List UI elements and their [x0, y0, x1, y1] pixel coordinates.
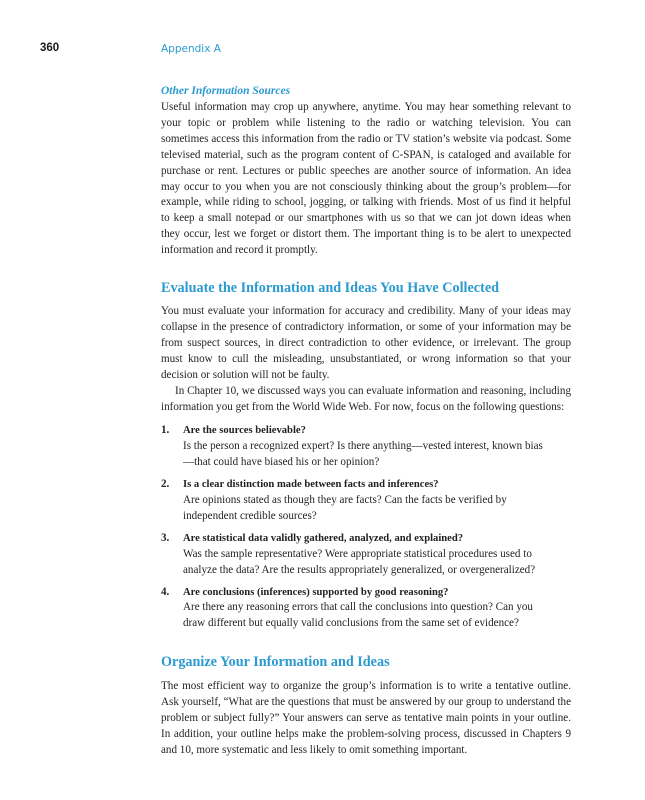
question-body: Was the sample representative? Were appropriate statistical procedures used to analyze the data? Are the results appropriately generalized, or overgeneralized? — [183, 547, 536, 576]
question-title: Is a clear distinction made between facts and inferences? — [183, 479, 439, 491]
question-number: 4. — [161, 585, 170, 598]
question-number: 2. — [161, 478, 170, 491]
evaluation-questions — [161, 423, 571, 632]
page-body — [161, 83, 571, 759]
page-number: 360 — [40, 42, 60, 54]
question-item — [161, 585, 571, 633]
running-header: Appendix A — [161, 43, 221, 55]
organize-paragraph: The most efficient way to organize the group’s information is to write a tentative outline. Ask yourself, “What are the questions that must be answered by our group to understand the problem or subject fully?” Your answers can serve as tentative main points in your outline. In addition, your outline helps make the problem-solving process, discussed in Chapters 9 and 10, more systematic and less likely to omit something important. — [161, 680, 571, 756]
evaluate-paragraph-2: In Chapter 10, we discussed ways you can evaluate information and reasoning, including information you get from the World Wide Web. For now, focus on the following questions: — [161, 384, 571, 413]
question-body: Are there any reasoning errors that call the conclusions into question? Can you draw different but equally valid conclusions from the same set of evidence? — [183, 601, 533, 630]
other-sources-heading: Other Information Sources — [161, 85, 291, 97]
question-title: Are statistical data validly gathered, analyzed, and explained? — [183, 532, 464, 544]
question-title: Are the sources believable? — [183, 425, 306, 437]
question-title: Are conclusions (inferences) supported by good reasoning? — [183, 586, 449, 598]
question-body: Is the person a recognized expert? Is there anything—vested interest, known bias—that could have biased his or her opinion? — [183, 440, 543, 469]
question-body: Are opinions stated as though they are facts? Can the facts be verified by independent credible sources? — [183, 494, 507, 522]
question-number: 1. — [161, 424, 170, 437]
question-item — [161, 423, 571, 471]
other-sources-paragraph: Useful information may crop up anywhere, anytime. You may hear something relevant to your topic or problem while listening to the radio or watching television. You can sometimes access this information from the radio or TV station’s website via podcast. Some televised material, such as the program content of C-SPAN, is cataloged and available for purchase or rent. Lectures or public speeches are another source of information. An idea may occur to you when you are not consciously thinking about the group’s problem—for example, while riding to school, jogging, or talking with friends. Most of us find it helpful to keep a small notepad or our smartphones with us so that we can jot down ideas when they occur, lest we forget or distort them. The important thing is to be alert to unexpected information and record it promptly. — [161, 101, 571, 257]
evaluate-heading: Evaluate the Information and Ideas You Have Collected — [161, 280, 500, 297]
question-number: 3. — [161, 531, 170, 544]
question-item — [161, 477, 571, 525]
organize-heading: Organize Your Information and Ideas — [161, 654, 390, 671]
question-item — [161, 531, 571, 579]
evaluate-paragraph-1: You must evaluate your information for accuracy and credibility. Many of your ideas may collapse in the presence of contradictory information, or some of your information may be from suspect sources, in direct contradiction to other evidence, or irrelevant. The group must know to cull the misleading, unsubstantiated, or wrong information so that your decision or solution will not be faulty. — [161, 305, 571, 381]
